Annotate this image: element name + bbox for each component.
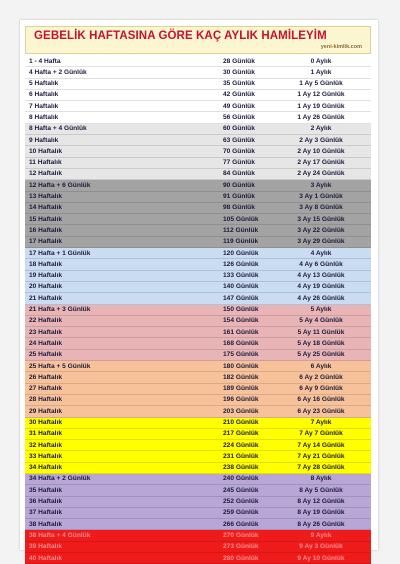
week-cell: 37 Haftalık — [29, 509, 62, 517]
table-row — [25, 451, 371, 462]
week-cell: 31 Haftalık — [29, 430, 62, 438]
days-cell: 84 Günlük — [223, 170, 255, 178]
week-cell: 5 Haftalık — [29, 80, 59, 88]
days-cell: 147 Günlük — [223, 294, 259, 302]
week-cell: 11 Haftalık — [29, 159, 62, 167]
table-row — [25, 519, 371, 530]
table-row — [25, 553, 371, 564]
table-row — [25, 316, 371, 327]
months-cell: 7 Aylık — [310, 419, 332, 426]
week-cell: 29 Haftalık — [29, 407, 62, 415]
months-cell: 7 Ay 7 Günlük — [299, 430, 343, 438]
week-cell: 35 Haftalık — [29, 486, 62, 494]
week-cell: 34 Hafta + 2 Günlük — [29, 475, 91, 483]
week-cell: 25 Haftalık — [29, 351, 62, 359]
table-row — [25, 169, 371, 180]
week-cell: 9 Haftalık — [29, 136, 59, 144]
months-cell: 6 Ay 16 Günlük — [297, 396, 345, 404]
months-cell: 3 Ay 15 Günlük — [297, 215, 345, 223]
months-cell: 7 Ay 28 Günlük — [297, 464, 345, 472]
table-row — [25, 395, 371, 406]
days-cell: 49 Günlük — [223, 102, 255, 110]
table-row — [25, 124, 371, 135]
days-cell: 252 Günlük — [223, 498, 259, 506]
week-cell: 38 Haftalık — [29, 520, 62, 528]
days-cell: 120 Günlük — [223, 249, 259, 257]
week-cell: 22 Haftalık — [29, 317, 62, 325]
months-cell: 4 Aylık — [310, 249, 332, 257]
week-cell: 13 Haftalık — [29, 193, 62, 201]
week-cell: 21 Hafta + 3 Günlük — [29, 306, 91, 314]
months-cell: 4 Ay 13 Günlük — [297, 272, 345, 280]
week-cell: 21 Haftalık — [29, 294, 62, 302]
months-cell: 1 Aylık — [310, 68, 332, 76]
days-cell: 126 Günlük — [223, 260, 259, 268]
table-row — [25, 361, 371, 372]
days-cell: 180 Günlük — [223, 362, 259, 370]
days-cell: 90 Günlük — [223, 181, 255, 189]
days-cell: 154 Günlük — [223, 317, 259, 325]
week-cell: 10 Haftalık — [29, 147, 62, 155]
table-row — [25, 146, 371, 157]
table-row — [25, 203, 371, 214]
table-row — [25, 463, 371, 474]
months-cell: 9 Ay 3 Günlük — [299, 543, 343, 551]
week-cell: 39 Haftalık — [29, 543, 62, 551]
table-row — [25, 56, 371, 67]
table-row — [25, 440, 371, 451]
days-cell: 259 Günlük — [223, 509, 259, 517]
months-cell: 2 Ay 10 Günlük — [297, 147, 345, 155]
days-cell: 231 Günlük — [223, 452, 259, 460]
days-cell: 42 Günlük — [223, 91, 255, 99]
week-cell: 36 Haftalık — [29, 498, 62, 506]
months-cell: 6 Ay 9 Günlük — [299, 385, 343, 393]
months-cell: 7 Ay 21 Günlük — [297, 452, 345, 460]
table-row — [25, 248, 371, 259]
week-cell: 7 Haftalık — [29, 102, 59, 110]
week-cell: 33 Haftalık — [29, 452, 62, 460]
days-cell: 280 Günlük — [223, 554, 259, 562]
table-row — [25, 225, 371, 236]
months-cell: 3 Ay 1 Günlük — [299, 193, 343, 201]
days-cell: 168 Günlük — [223, 339, 259, 347]
months-cell: 2 Aylık — [310, 125, 332, 133]
week-cell: 19 Haftalık — [29, 272, 62, 280]
days-cell: 266 Günlük — [223, 520, 259, 528]
week-cell: 12 Haftalık — [29, 170, 62, 178]
months-cell: 8 Aylık — [310, 475, 332, 483]
days-cell: 105 Günlük — [223, 215, 259, 223]
months-cell: 3 Ay 29 Günlük — [297, 238, 345, 246]
days-cell: 189 Günlük — [223, 385, 259, 393]
months-cell: 2 Ay 17 Günlük — [297, 159, 345, 167]
week-cell: 26 Haftalık — [29, 373, 62, 381]
week-cell: 40 Haftalık — [29, 554, 62, 562]
week-cell: 38 Hafta + 4 Günlük — [29, 531, 91, 539]
table-row — [25, 429, 371, 440]
week-cell: 18 Haftalık — [29, 260, 62, 268]
months-cell: 8 Ay 19 Günlük — [297, 509, 345, 517]
months-cell: 9 Aylık — [310, 531, 332, 539]
table-row — [25, 474, 371, 485]
months-cell: 4 Ay 26 Günlük — [297, 294, 345, 302]
table-row — [25, 293, 371, 304]
days-cell: 210 Günlük — [223, 419, 259, 426]
table-row — [25, 214, 371, 225]
months-cell: 5 Ay 11 Günlük — [297, 328, 345, 336]
days-cell: 112 Günlük — [223, 226, 259, 234]
table-row — [25, 305, 371, 316]
months-cell: 1 Ay 12 Günlük — [297, 91, 345, 99]
week-cell: 8 Haftalık — [29, 113, 59, 121]
table-row — [25, 101, 371, 112]
days-cell: 70 Günlük — [223, 147, 255, 155]
table-row — [25, 350, 371, 361]
week-cell: 8 Hafta + 4 Günlük — [29, 125, 87, 133]
days-cell: 270 Günlük — [223, 531, 259, 539]
days-cell: 196 Günlük — [223, 396, 259, 404]
table-row — [25, 530, 371, 541]
months-cell: 3 Ay 8 Günlük — [299, 204, 343, 212]
week-cell: 34 Haftalık — [29, 464, 62, 472]
table-row — [25, 90, 371, 101]
week-cell: 25 Hafta + 5 Günlük — [29, 362, 91, 370]
months-cell: 8 Ay 12 Günlük — [297, 498, 345, 506]
table-row — [25, 327, 371, 338]
table-row — [25, 158, 371, 169]
days-cell: 98 Günlük — [223, 204, 255, 212]
months-cell: 5 Ay 25 Günlük — [297, 351, 345, 359]
months-cell: 8 Ay 5 Günlük — [299, 486, 343, 494]
days-cell: 28 Günlük — [223, 57, 255, 65]
days-cell: 203 Günlük — [223, 407, 259, 415]
table-row — [25, 282, 371, 293]
months-cell: 8 Ay 26 Günlük — [297, 520, 345, 528]
days-cell: 119 Günlük — [223, 238, 259, 246]
week-cell: 17 Hafta + 1 Günlük — [29, 249, 91, 257]
days-cell: 30 Günlük — [223, 68, 255, 76]
table-row — [25, 508, 371, 519]
months-cell: 1 Ay 5 Günlük — [299, 80, 343, 88]
week-cell: 14 Haftalık — [29, 204, 62, 212]
months-cell: 7 Ay 14 Günlük — [297, 441, 345, 449]
days-cell: 91 Günlük — [223, 193, 255, 201]
table-row — [25, 384, 371, 395]
months-cell: 6 Aylık — [310, 362, 332, 370]
table-row — [25, 406, 371, 417]
week-cell: 16 Haftalık — [29, 226, 62, 234]
months-cell: 2 Ay 24 Günlük — [297, 170, 345, 178]
pregnancy-table — [25, 56, 371, 564]
days-cell: 245 Günlük — [223, 486, 259, 494]
months-cell: 0 Aylık — [310, 57, 332, 65]
week-cell: 1 - 4 Hafta — [29, 57, 61, 65]
week-cell: 20 Haftalık — [29, 283, 62, 291]
months-cell: 1 Ay 26 Günlük — [297, 113, 345, 121]
days-cell: 133 Günlük — [223, 272, 259, 280]
days-cell: 217 Günlük — [223, 430, 259, 438]
days-cell: 77 Günlük — [223, 159, 255, 167]
days-cell: 273 Günlük — [223, 543, 259, 551]
week-cell: 27 Haftalık — [29, 385, 62, 393]
week-cell: 15 Haftalık — [29, 215, 62, 223]
days-cell: 240 Günlük — [223, 475, 259, 483]
table-row — [25, 67, 371, 78]
week-cell: 23 Haftalık — [29, 328, 62, 336]
table-row — [25, 79, 371, 90]
week-cell: 4 Hafta + 2 Günlük — [29, 68, 87, 76]
days-cell: 150 Günlük — [223, 306, 259, 314]
week-cell: 28 Haftalık — [29, 396, 62, 404]
pregnancy-chart-page — [20, 20, 378, 562]
days-cell: 224 Günlük — [223, 441, 259, 449]
table-row — [25, 192, 371, 203]
days-cell: 182 Günlük — [223, 373, 259, 381]
table-row — [25, 485, 371, 496]
table-row — [25, 180, 371, 191]
days-cell: 140 Günlük — [223, 283, 259, 291]
days-cell: 238 Günlük — [223, 464, 259, 472]
days-cell: 63 Günlük — [223, 136, 255, 144]
week-cell: 24 Haftalık — [29, 339, 62, 347]
table-row — [25, 372, 371, 383]
table-row — [25, 338, 371, 349]
week-cell: 32 Haftalık — [29, 441, 62, 449]
week-cell: 17 Haftalık — [29, 238, 62, 246]
months-cell: 6 Ay 2 Günlük — [299, 373, 343, 381]
days-cell: 60 Günlük — [223, 125, 255, 133]
months-cell: 3 Aylık — [310, 181, 332, 189]
page-title: GEBELİK HAFTASINA GÖRE KAÇ AYLIK HAMİLEYİM — [34, 30, 327, 42]
table-row — [25, 542, 371, 553]
months-cell: 5 Ay 4 Günlük — [299, 317, 343, 325]
table-row — [25, 237, 371, 248]
title-bar — [25, 26, 371, 54]
table-row — [25, 259, 371, 270]
table-row — [25, 497, 371, 508]
week-cell: 30 Haftalık — [29, 419, 62, 426]
days-cell: 161 Günlük — [223, 328, 259, 336]
table-row — [25, 135, 371, 146]
months-cell: 3 Ay 22 Günlük — [297, 226, 345, 234]
months-cell: 4 Ay 19 Günlük — [297, 283, 345, 291]
months-cell: 5 Aylık — [310, 306, 332, 314]
table-row — [25, 112, 371, 123]
months-cell: 9 Ay 10 Günlük — [297, 554, 345, 562]
months-cell: 2 Ay 3 Günlük — [299, 136, 343, 144]
week-cell: 12 Hafta + 6 Günlük — [29, 181, 91, 189]
table-row — [25, 418, 371, 429]
days-cell: 175 Günlük — [223, 351, 259, 359]
months-cell: 1 Ay 19 Günlük — [297, 102, 345, 110]
days-cell: 35 Günlük — [223, 80, 255, 88]
months-cell: 4 Ay 6 Günlük — [299, 260, 343, 268]
table-row — [25, 271, 371, 282]
months-cell: 5 Ay 18 Günlük — [297, 339, 345, 347]
week-cell: 6 Haftalık — [29, 91, 59, 99]
months-cell: 6 Ay 23 Günlük — [297, 407, 345, 415]
watermark: yeni-kimlik.com — [320, 44, 362, 50]
days-cell: 56 Günlük — [223, 113, 255, 121]
